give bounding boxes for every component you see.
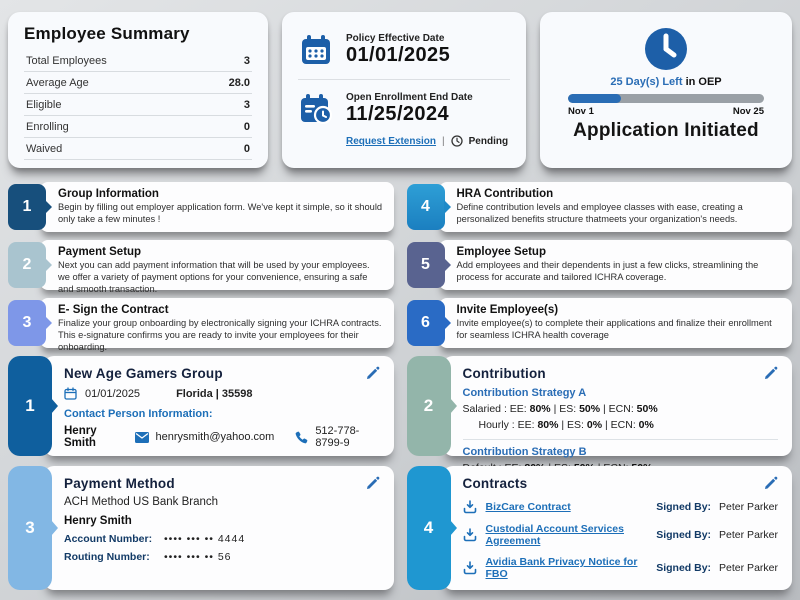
step-title: Group Information	[58, 188, 159, 200]
step-title: Employee Setup	[456, 246, 546, 258]
summary-label: Waived	[26, 143, 63, 155]
divider	[298, 79, 510, 80]
step-number-badge: 3	[8, 300, 46, 346]
employee-summary-title: Employee Summary	[24, 24, 190, 43]
extension-row	[346, 135, 510, 147]
contracts-card	[407, 466, 793, 590]
signed-by-label: Signed By:	[656, 501, 712, 513]
summary-row-waived	[24, 138, 252, 160]
summary-row-total-employees	[24, 50, 252, 72]
progress-end-label: Nov 25	[732, 106, 764, 117]
hourly-contribution: Hourly : EE: 80% | ES: 0% | ECN: 0%	[478, 419, 654, 431]
edit-group-button[interactable]	[366, 366, 380, 380]
contract-row-custodial	[463, 523, 779, 547]
policy-date-text	[346, 33, 450, 67]
payment-method-title: Payment Method	[64, 476, 175, 491]
card-number-badge: 1	[8, 356, 52, 456]
summary-label: Total Employees	[26, 55, 107, 67]
signed-by-label: Signed By:	[656, 529, 712, 541]
payment-method-card	[8, 466, 394, 590]
step-description: Invite employee(s) to complete their applications and finalize their enrollment for seamless ICHRA health coverage	[456, 318, 772, 341]
request-extension-link[interactable]: Request Extension	[346, 135, 437, 147]
step-card	[40, 240, 394, 295]
step-number-badge: 1	[8, 184, 46, 230]
contact-email: henrysmith@yahoo.com	[155, 431, 275, 443]
in-oep-text: in OEP	[685, 76, 722, 88]
summary-value: 3	[243, 99, 250, 111]
card-number-badge: 3	[8, 466, 52, 590]
oep-progress-bar	[568, 94, 764, 103]
group-effective-date: 01/01/2025	[85, 387, 141, 400]
contract-row-bizcare	[463, 500, 779, 514]
step-card	[40, 182, 394, 232]
step-description: Begin by filling out employer application form. We've kept it simple, so it should only take a few minutes !	[58, 202, 383, 225]
divider	[463, 439, 779, 440]
onboarding-steps	[8, 182, 792, 353]
summary-value: 0	[243, 121, 250, 133]
strategy-a-values	[463, 403, 779, 431]
step-group-information	[8, 182, 394, 232]
step-title: Invite Employee(s)	[456, 304, 559, 316]
summary-label: Average Age	[26, 77, 89, 89]
group-location: Florida | 35598	[176, 387, 253, 400]
step-number-badge: 5	[407, 242, 445, 288]
group-info-card	[8, 356, 394, 456]
step-card	[439, 298, 793, 348]
progress-labels	[568, 106, 764, 117]
oep-countdown-card	[540, 12, 792, 168]
step-description: Define contribution levels and employee classes with ease, creating a personalized benefits structure thatmeets your organization's needs.	[456, 202, 743, 225]
step-card	[40, 298, 394, 353]
step-payment-setup	[8, 240, 394, 295]
days-left-line	[610, 76, 721, 88]
card-number-badge: 2	[407, 356, 451, 456]
contract-link[interactable]: Avidia Bank Privacy Notice for FBO	[485, 556, 638, 580]
step-number-badge: 6	[407, 300, 445, 346]
pending-clock-icon	[451, 135, 463, 147]
policy-date-value: 01/01/2025	[346, 44, 451, 66]
step-employee-setup	[407, 240, 793, 290]
envelope-icon	[135, 432, 149, 443]
summary-value: 28.0	[228, 77, 250, 89]
summary-label: Eligible	[26, 99, 62, 111]
step-title: Payment Setup	[58, 246, 142, 258]
step-card	[439, 240, 793, 290]
edit-contribution-button[interactable]	[764, 366, 778, 380]
employee-summary-card	[8, 12, 268, 168]
account-number-label: Account Number:	[64, 533, 153, 545]
summary-row-eligible	[24, 94, 252, 116]
contribution-card	[407, 356, 793, 456]
salaried-contribution: Salaried : EE: 80% | ES: 50% | ECN: 50%	[462, 403, 658, 415]
step-hra-contribution	[407, 182, 793, 232]
step-number-badge: 2	[8, 242, 46, 288]
contract-row-avidia	[463, 556, 779, 580]
summary-value: 0	[243, 143, 250, 155]
contact-person-heading: Contact Person Information:	[64, 408, 213, 420]
edit-contracts-button[interactable]	[764, 476, 778, 490]
strategy-a-heading: Contribution Strategy A	[462, 387, 587, 399]
oep-date-label: Open Enrollment End Date	[346, 92, 473, 103]
payment-method-name: ACH Method US Bank Branch	[64, 496, 219, 508]
signer-name: Peter Parker	[719, 562, 778, 574]
contact-phone-number: 512-778-8799-9	[315, 425, 360, 449]
contact-name: Henry Smith	[64, 425, 97, 449]
download-icon[interactable]	[463, 528, 477, 542]
card-number-badge: 4	[407, 466, 451, 590]
phone-icon	[295, 431, 308, 444]
routing-number-masked: •••• ••• •• 56	[164, 551, 232, 563]
detail-cards	[8, 356, 792, 590]
strategy-b-heading: Contribution Strategy B	[462, 446, 587, 458]
contract-link[interactable]: BizCare Contract	[485, 501, 571, 513]
contract-link[interactable]: Custodial Account Services Agreement	[485, 523, 624, 547]
edit-payment-button[interactable]	[366, 476, 380, 490]
step-description: Finalize your group onboarding by electronically signing your ICHRA contracts. This e-signature confirms you are ready to invite your employees for their onboarding.	[58, 318, 382, 353]
step-card	[439, 182, 793, 232]
contracts-title: Contracts	[462, 476, 528, 491]
progress-start-label: Nov 1	[568, 106, 594, 117]
oep-progress-fill	[568, 94, 621, 103]
days-left-text: 25 Day(s) Left	[610, 76, 683, 88]
signed-by-label: Signed By:	[656, 562, 712, 574]
step-number-badge: 4	[407, 184, 445, 230]
account-number-masked: •••• ••• •• 4444	[164, 533, 246, 545]
summary-row-enrolling	[24, 116, 252, 138]
calendar-outline-icon	[64, 387, 77, 400]
clock-icon	[643, 26, 689, 72]
routing-number-label: Routing Number:	[64, 551, 150, 563]
key-dates-card	[282, 12, 526, 168]
summary-value: 3	[243, 55, 250, 67]
oep-date-value: 11/25/2024	[346, 103, 449, 125]
policy-date-label: Policy Effective Date	[346, 33, 445, 44]
calendar-clock-icon	[298, 91, 334, 127]
calendar-icon	[298, 32, 334, 68]
application-status: Application Initiated	[573, 120, 759, 141]
signer-name: Peter Parker	[719, 501, 778, 513]
download-icon[interactable]	[463, 500, 477, 514]
separator: |	[442, 135, 445, 147]
step-description: Next you can add payment information that will be used by your employees. we offer a variety of payment options for your convenience, ensuring a safe and smooth transaction.	[58, 260, 370, 295]
contribution-title: Contribution	[462, 366, 546, 381]
step-description: Add employees and their dependents in just a few clicks, streamlining the process for accurate and tailored ICHRA coverage.	[456, 260, 759, 283]
step-esign-contract	[8, 298, 394, 353]
step-title: E- Sign the Contract	[58, 304, 169, 316]
group-name: New Age Gamers Group	[64, 366, 223, 381]
summary-label: Enrolling	[26, 121, 69, 133]
step-invite-employees	[407, 298, 793, 348]
oep-date-text	[346, 92, 473, 126]
signer-name: Peter Parker	[719, 529, 778, 541]
top-row	[8, 12, 792, 168]
step-title: HRA Contribution	[456, 188, 554, 200]
download-icon[interactable]	[463, 561, 477, 575]
summary-row-average-age	[24, 72, 252, 94]
account-holder-name: Henry Smith	[64, 515, 132, 527]
policy-effective-date-block	[298, 26, 510, 74]
oep-end-date-block	[298, 85, 510, 133]
pending-status: Pending	[468, 135, 509, 147]
